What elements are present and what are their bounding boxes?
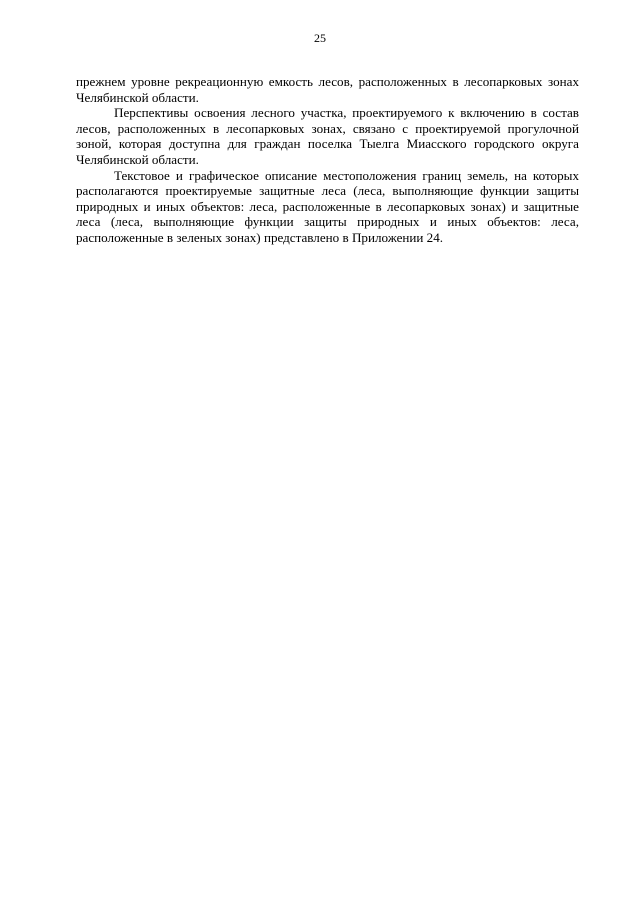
- paragraph-1: прежнем уровне рекреационную емкость лесов, расположенных в лесопарковых зонах Челябинской области.: [76, 74, 579, 105]
- paragraph-2: Перспективы освоения лесного участка, проектируемого к включению в состав лесов, расположенных в лесопарковых зонах, связано с проектируемой прогулочной зоной, которая доступна для граждан поселка Тыелга Миасского городского округа Челябинской области.: [76, 105, 579, 167]
- paragraph-3: Текстовое и графическое описание местоположения границ земель, на которых располагаются проектируемые защитные леса (леса, выполняющие функции защиты природных и иных объектов: леса, расположенные в лесопарковых зонах) и защитные леса (леса, выполняющие функции защиты природных и иных объектов: леса, расположенные в зеленых зонах) представлено в Приложении 24.: [76, 167, 579, 245]
- body-text: [76, 74, 579, 246]
- page-number: 25: [314, 31, 326, 45]
